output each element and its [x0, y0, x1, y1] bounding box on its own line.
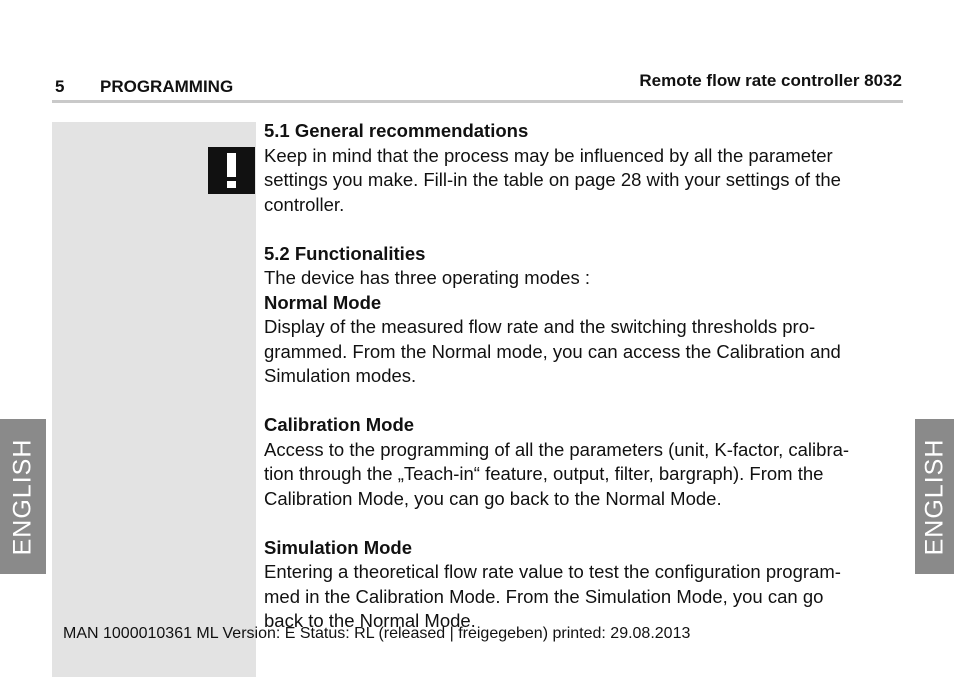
document-title: Remote flow rate controller 8032	[639, 71, 902, 90]
language-tab-right-label: ENGLISH	[920, 438, 948, 555]
margin-column	[52, 122, 256, 677]
section-title: PROGRAMMING	[100, 77, 234, 96]
mode-heading: Normal Mode	[264, 291, 382, 313]
paragraph-line: The device has three operating modes :	[264, 267, 590, 288]
exclamation-warning-icon	[208, 147, 255, 194]
paragraph-line: Keep in mind that the process may be influenced by all the parameter	[264, 144, 833, 166]
paragraph-line: controller.	[264, 193, 345, 215]
section-number: 5	[55, 77, 65, 96]
language-tab-right	[915, 419, 954, 574]
paragraph-line: Calibration Mode, you can go back to the Normal Mode.	[264, 487, 722, 509]
paragraph-line: back to the Normal Mode.	[264, 610, 476, 631]
main-content	[264, 119, 894, 634]
paragraph-line: Access to the programming of all the parameters (unit, K-factor, calibra-	[264, 438, 850, 460]
paragraph-line: med in the Calibration Mode. From the Simulation Mode, you can go	[264, 585, 824, 607]
language-tab-left-label: ENGLISH	[8, 438, 37, 555]
paragraph-line: Display of the measured flow rate and the switching thresholds pro-	[264, 316, 816, 337]
paragraph-line: settings you make. Fill-in the table on page 28 with your settings of the	[264, 169, 841, 190]
section-heading: 5.2 Functionalities	[264, 242, 426, 264]
paragraph-line: tion through the „Teach-in“ feature, output, filter, bargraph). From the	[264, 463, 824, 484]
document-footer: MAN 1000010361 ML Version: E Status: RL (released | freigegeben) printed: 29.08.2013	[63, 625, 691, 642]
paragraph-line: Entering a theoretical flow rate value to test the configuration program-	[264, 561, 841, 582]
section-heading: 5.1 General recommendations	[264, 120, 529, 141]
header-divider	[52, 100, 903, 103]
paragraph-line: grammed. From the Normal mode, you can access the Calibration and	[264, 340, 841, 362]
mode-heading: Calibration Mode	[264, 414, 415, 435]
language-tab-left	[0, 419, 46, 574]
mode-heading: Simulation Mode	[264, 536, 412, 558]
paragraph-line: Simulation modes.	[264, 365, 417, 386]
